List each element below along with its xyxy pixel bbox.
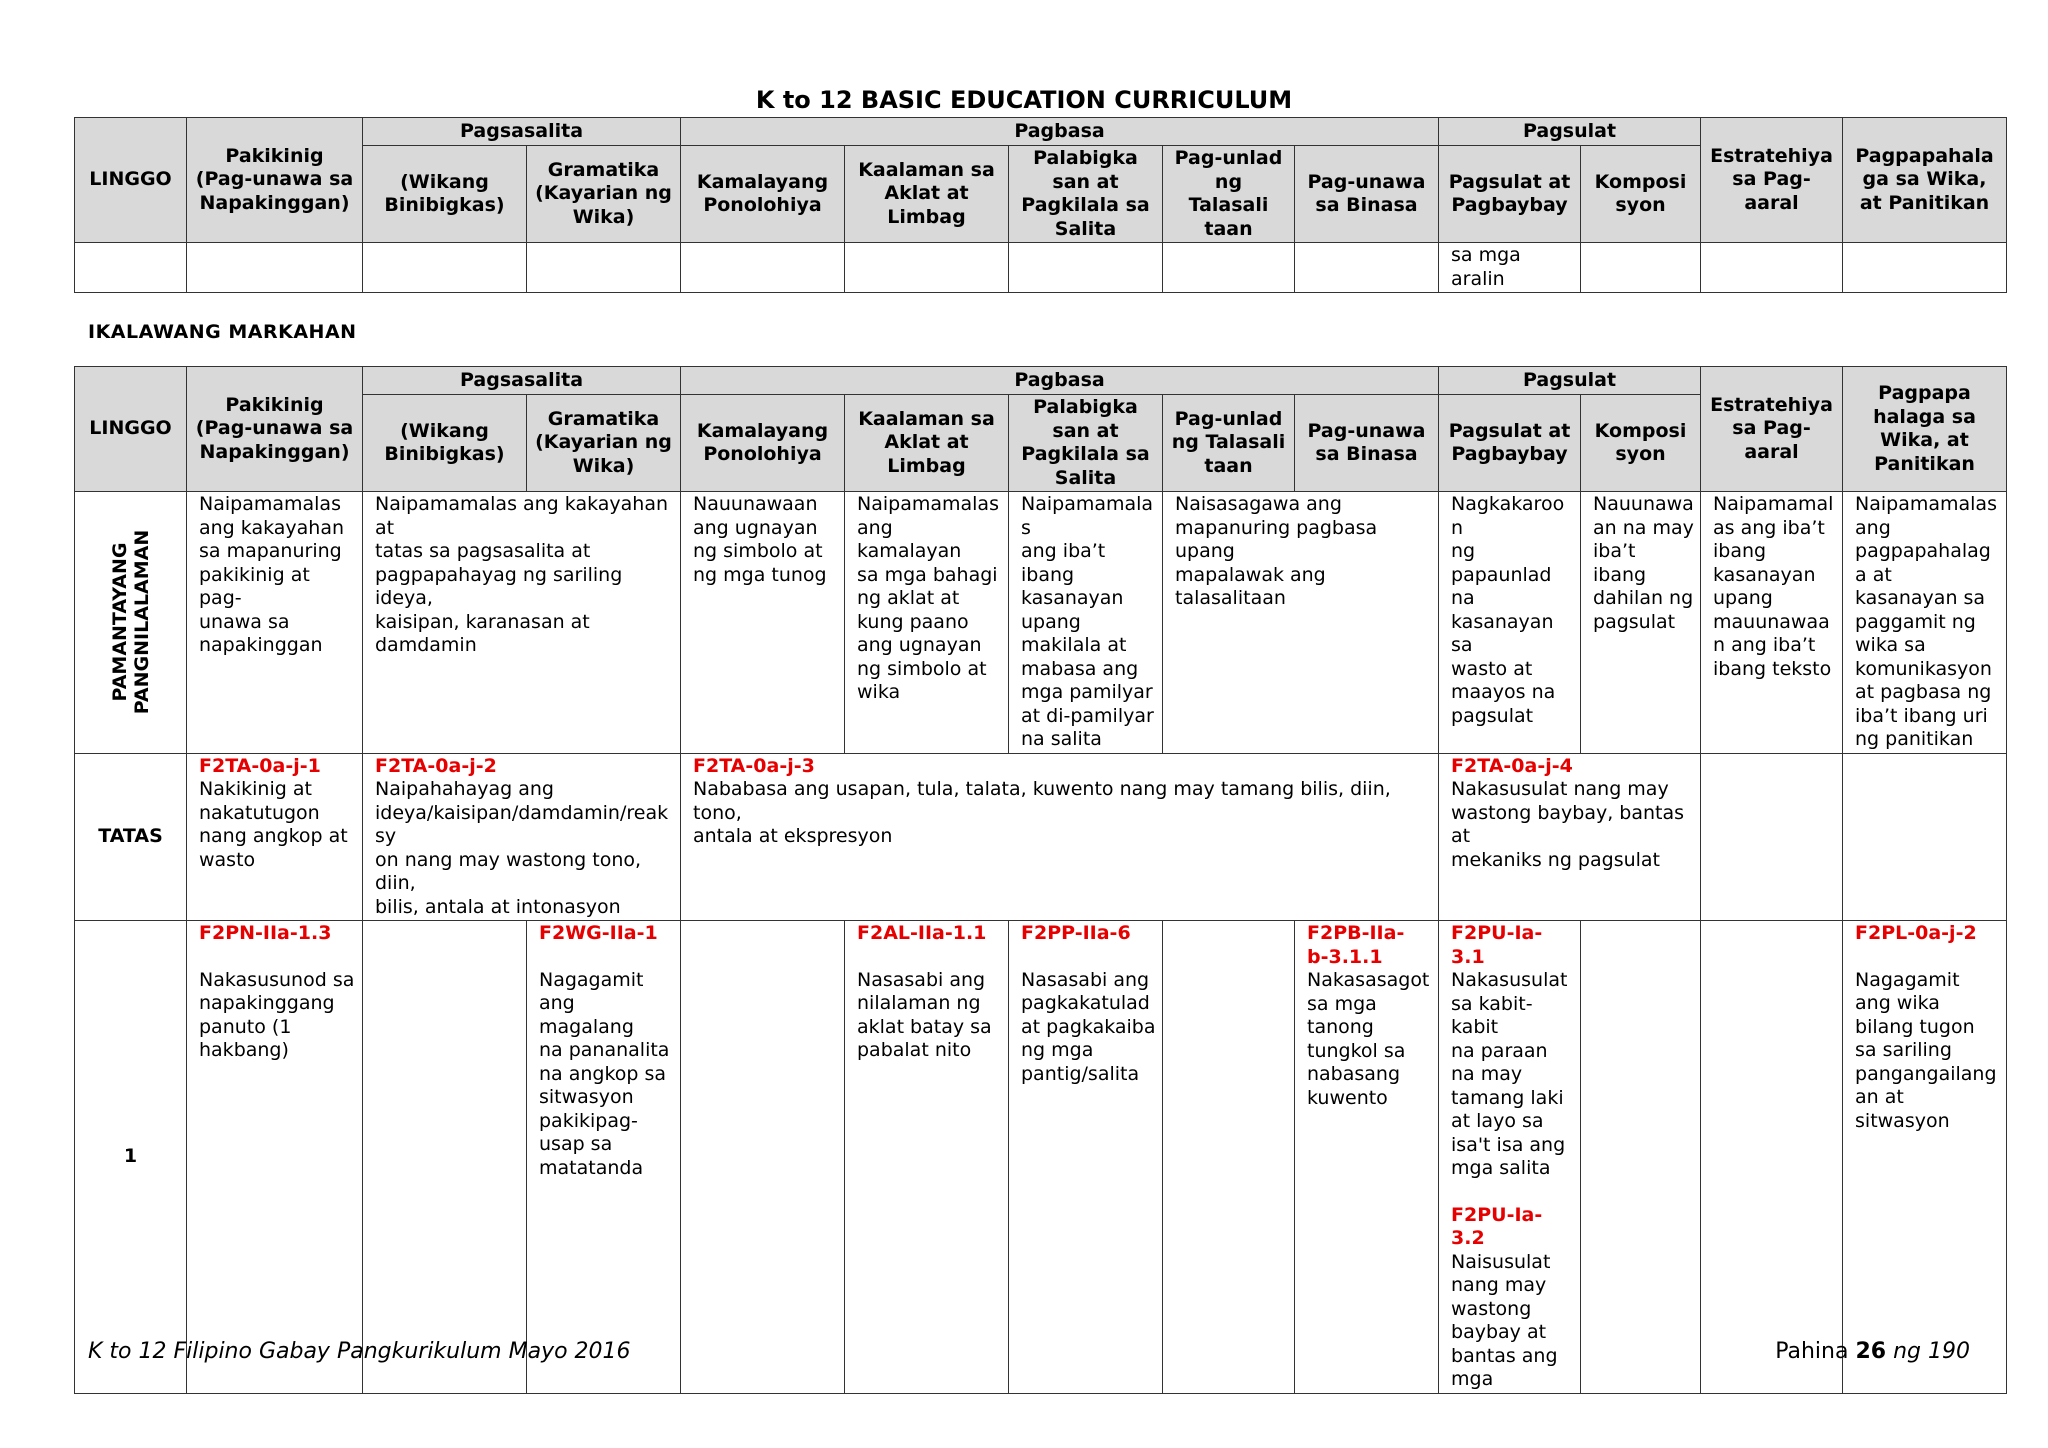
competency-text: Nagagamit ang magalang na pananalita na angkop sa sitwasyon pakikipag- usap sa matatanda	[539, 968, 670, 1179]
competency-code: F2PP-IIa-6	[1021, 922, 1131, 944]
header-komposisyon: Komposi syon	[1581, 146, 1701, 243]
cell-week1-palabigka	[1009, 921, 1163, 1394]
header-estratehiya: Estratehiya sa Pag- aaral	[1701, 118, 1843, 243]
header-pagsulat: Pagsulat	[1439, 367, 1701, 395]
competency-code: F2TA-0a-j-3	[693, 754, 815, 777]
header-wikang-binibigkas: (Wikang Binibigkas)	[363, 395, 527, 492]
competency-text: Naipahahayag ang ideya/kaisipan/damdamin/reaksy on nang may wastong tono, diin, bilis, antala at intonasyon	[375, 778, 669, 918]
table-cell	[1581, 243, 1701, 293]
competency-text: Nakasasagot sa mga tanong tungkol sa nabasang kuwento	[1307, 969, 1430, 1109]
table-cell	[363, 921, 527, 1394]
table-cell	[1701, 753, 1843, 921]
cell-pamantayan-komposisyon: Nauunawa an na may iba’t ibang dahilan ng pagsulat	[1581, 492, 1701, 754]
quarter-heading: IKALAWANG MARKAHAN	[88, 321, 357, 343]
competency-text: Naisusulat nang may wastong baybay at bantas ang mga	[1451, 1250, 1558, 1390]
header-pakikinig: Pakikinig (Pag-unawa sa Napakinggan)	[187, 367, 363, 492]
header-gramatika: Gramatika (Kayarian ng Wika)	[527, 146, 681, 243]
table-cell	[527, 243, 681, 293]
header-pagpapahalaga: Pagpapa halaga sa Wika, at Panitikan	[1843, 367, 2007, 492]
table-row-tatas	[75, 753, 2007, 921]
table-cell	[363, 243, 527, 293]
header-kaalaman-aklat: Kaalaman sa Aklat at Limbag	[845, 146, 1009, 243]
header-pagsulat-pagbaybay: Pagsulat at Pagbaybay	[1439, 395, 1581, 492]
header-pag-unlad-talasalitaan: Pag-unlad ng Talasali taan	[1163, 395, 1295, 492]
header-pagsulat-pagbaybay: Pagsulat at Pagbaybay	[1439, 146, 1581, 243]
competency-text: Nakasusulat nang may wastong baybay, bantas at mekaniks ng pagsulat	[1451, 778, 1685, 871]
table-cell	[1843, 753, 2007, 921]
table-cell	[1295, 243, 1439, 293]
cell-week1-pakikinig	[187, 921, 363, 1394]
competency-code: F2PU-Ia- 3.2	[1451, 1203, 1543, 1249]
table-row-pamantayan	[75, 492, 2007, 754]
page-title: K to 12 BASIC EDUCATION CURRICULUM	[755, 86, 1293, 114]
header-linggo: LINGGO	[75, 118, 187, 243]
cell-week1-pagsulat	[1439, 921, 1581, 1394]
cell-pamantayan-talasalitaan: Naisasagawa ang mapanuring pagbasa upang mapalawak ang talasalitaan	[1163, 492, 1439, 754]
header-estratehiya: Estratehiya sa Pag- aaral	[1701, 367, 1843, 492]
cell-pamantayan-pagpapahalaga: Naipamamalas ang pagpapahalag a at kasanayan sa paggamit ng wika sa komunikasyon at pagbasa ng iba’t ibang uri ng panitikan	[1843, 492, 2007, 754]
table-cell	[1163, 243, 1295, 293]
competency-code: F2PB-IIa- b-3.1.1	[1307, 922, 1405, 968]
header-kamalayang-ponolohiya: Kamalayang Ponolohiya	[681, 395, 845, 492]
cell-week1-kaalaman	[845, 921, 1009, 1394]
table-cell	[187, 243, 363, 293]
header-pagbasa: Pagbasa	[681, 118, 1439, 146]
cell-pamantayan-kamalayang: Nauunawaan ang ugnayan ng simbolo at ng mga tunog	[681, 492, 845, 754]
competency-code: F2TA-0a-j-1	[199, 754, 321, 777]
table-cell	[1581, 921, 1701, 1394]
footer-page-number	[1775, 1339, 1970, 1364]
competency-code: F2WG-IIa-1	[539, 922, 658, 944]
header-pag-unawa-binasa: Pag-unawa sa Binasa	[1295, 146, 1439, 243]
table-cell	[1701, 243, 1843, 293]
footer-pahina-label: Pahina	[1775, 1339, 1849, 1364]
cell-week1-pagpapahalaga	[1843, 921, 2007, 1394]
header-kamalayang-ponolohiya: Kamalayang Ponolohiya	[681, 146, 845, 243]
header-pag-unlad-talasalitaan: Pag-unlad ng Talasali taan	[1163, 146, 1295, 243]
cell-tatas-pakikinig	[187, 753, 363, 921]
header-pagsulat: Pagsulat	[1439, 118, 1701, 146]
competency-code: F2PL-0a-j-2	[1855, 922, 1977, 944]
footer-page-current: 26	[1855, 1339, 1887, 1364]
cell-pamantayan-estratehiya: Naipamamal as ang iba’t ibang kasanayan upang mauunawaa n ang iba’t ibang teksto	[1701, 492, 1843, 754]
continuation-text: sa mga aralin	[1439, 243, 1581, 293]
row-label-week: 1	[75, 921, 187, 1394]
footer-page-total: ng 190	[1893, 1339, 1970, 1364]
competency-text: Nakasusulat sa kabit-kabit na paraan na may tamang laki at layo sa isa't isa ang mga salita	[1451, 969, 1568, 1179]
competency-text: Nakasusunod sa napakinggang panuto (1 hakbang)	[199, 968, 355, 1061]
cell-pamantayan-pagsulat: Nagkakaroon ng papaunlad na kasanayan sa wasto at maayos na pagsulat	[1439, 492, 1581, 754]
competency-code: F2AL-IIa-1.1	[857, 922, 987, 944]
competency-code: F2PU-Ia- 3.1	[1451, 922, 1543, 968]
cell-tatas-pagsasalita	[363, 753, 681, 921]
header-kaalaman-aklat: Kaalaman sa Aklat at Limbag	[845, 395, 1009, 492]
competency-text: Nakikinig at nakatutugon nang angkop at wasto	[199, 778, 348, 871]
curriculum-table-continuation	[74, 117, 2007, 293]
header-komposisyon: Komposi syon	[1581, 395, 1701, 492]
competency-code: F2TA-0a-j-2	[375, 754, 497, 777]
table-row-week-1	[75, 921, 2007, 1394]
table-cell	[75, 243, 187, 293]
table-cell	[1701, 921, 1843, 1394]
header-pagsasalita: Pagsasalita	[363, 118, 681, 146]
cell-pamantayan-pakikinig: Naipamamalas ang kakayahan sa mapanuring pakikinig at pag- unawa sa napakinggan	[187, 492, 363, 754]
header-palabigkasan: Palabigka san at Pagkilala sa Salita	[1009, 146, 1163, 243]
row-label-text: PAMANTAYANG PANGNILALAMAN	[108, 530, 153, 715]
header-wikang-binibigkas: (Wikang Binibigkas)	[363, 146, 527, 243]
table-cell	[1843, 243, 2007, 293]
row-label-tatas: TATAS	[75, 753, 187, 921]
competency-text: Nasasabi ang pagkakatulad at pagkakaiba ng mga pantig/salita	[1021, 968, 1156, 1085]
table-cell	[845, 243, 1009, 293]
header-pag-unawa-binasa: Pag-unawa sa Binasa	[1295, 395, 1439, 492]
cell-tatas-pagbasa	[681, 753, 1439, 921]
competency-code: F2TA-0a-j-4	[1451, 754, 1573, 777]
header-pagpapahalaga: Pagpapahala ga sa Wika, at Panitikan	[1843, 118, 2007, 243]
cell-pamantayan-kaalaman: Naipamamalas ang kamalayan sa mga bahagi ng aklat at kung paano ang ugnayan ng simbolo at wika	[845, 492, 1009, 754]
cell-week1-pagunawa	[1295, 921, 1439, 1394]
header-pakikinig: Pakikinig (Pag-unawa sa Napakinggan)	[187, 118, 363, 243]
competency-text: Nababasa ang usapan, tula, talata, kuwento nang may tamang bilis, diin, tono, antala at ekspresyon	[693, 778, 1391, 847]
footer-document-title: K to 12 Filipino Gabay Pangkurikulum Mayo 2016	[88, 1339, 631, 1364]
cell-pamantayan-palabigka: Naipamamalas ang iba’t ibang kasanayan upang makilala at mabasa ang mga pamilyar at di-pamilyar na salita	[1009, 492, 1163, 754]
header-linggo: LINGGO	[75, 367, 187, 492]
header-pagbasa: Pagbasa	[681, 367, 1439, 395]
table-cell	[681, 921, 845, 1394]
row-label-pamantayan	[75, 492, 187, 754]
curriculum-table-ikalawang-markahan	[74, 366, 2007, 1394]
cell-week1-gramatika	[527, 921, 681, 1394]
header-gramatika: Gramatika (Kayarian ng Wika)	[527, 395, 681, 492]
competency-text: Nagagamit ang wika bilang tugon sa sariling pangangailang an at sitwasyon	[1855, 968, 1997, 1132]
header-pagsasalita: Pagsasalita	[363, 367, 681, 395]
table-cell	[681, 243, 845, 293]
cell-pamantayan-pagsasalita: Naipamamalas ang kakayahan at tatas sa pagsasalita at pagpapahayag ng sariling ideya, kaisipan, karanasan at damdamin	[363, 492, 681, 754]
competency-text: Nasasabi ang nilalaman ng aklat batay sa pabalat nito	[857, 968, 992, 1061]
competency-code: F2PN-IIa-1.3	[199, 922, 332, 944]
header-palabigkasan: Palabigka san at Pagkilala sa Salita	[1009, 395, 1163, 492]
table-cell	[1163, 921, 1295, 1394]
table-cell	[1009, 243, 1163, 293]
cell-tatas-pagsulat	[1439, 753, 1701, 921]
